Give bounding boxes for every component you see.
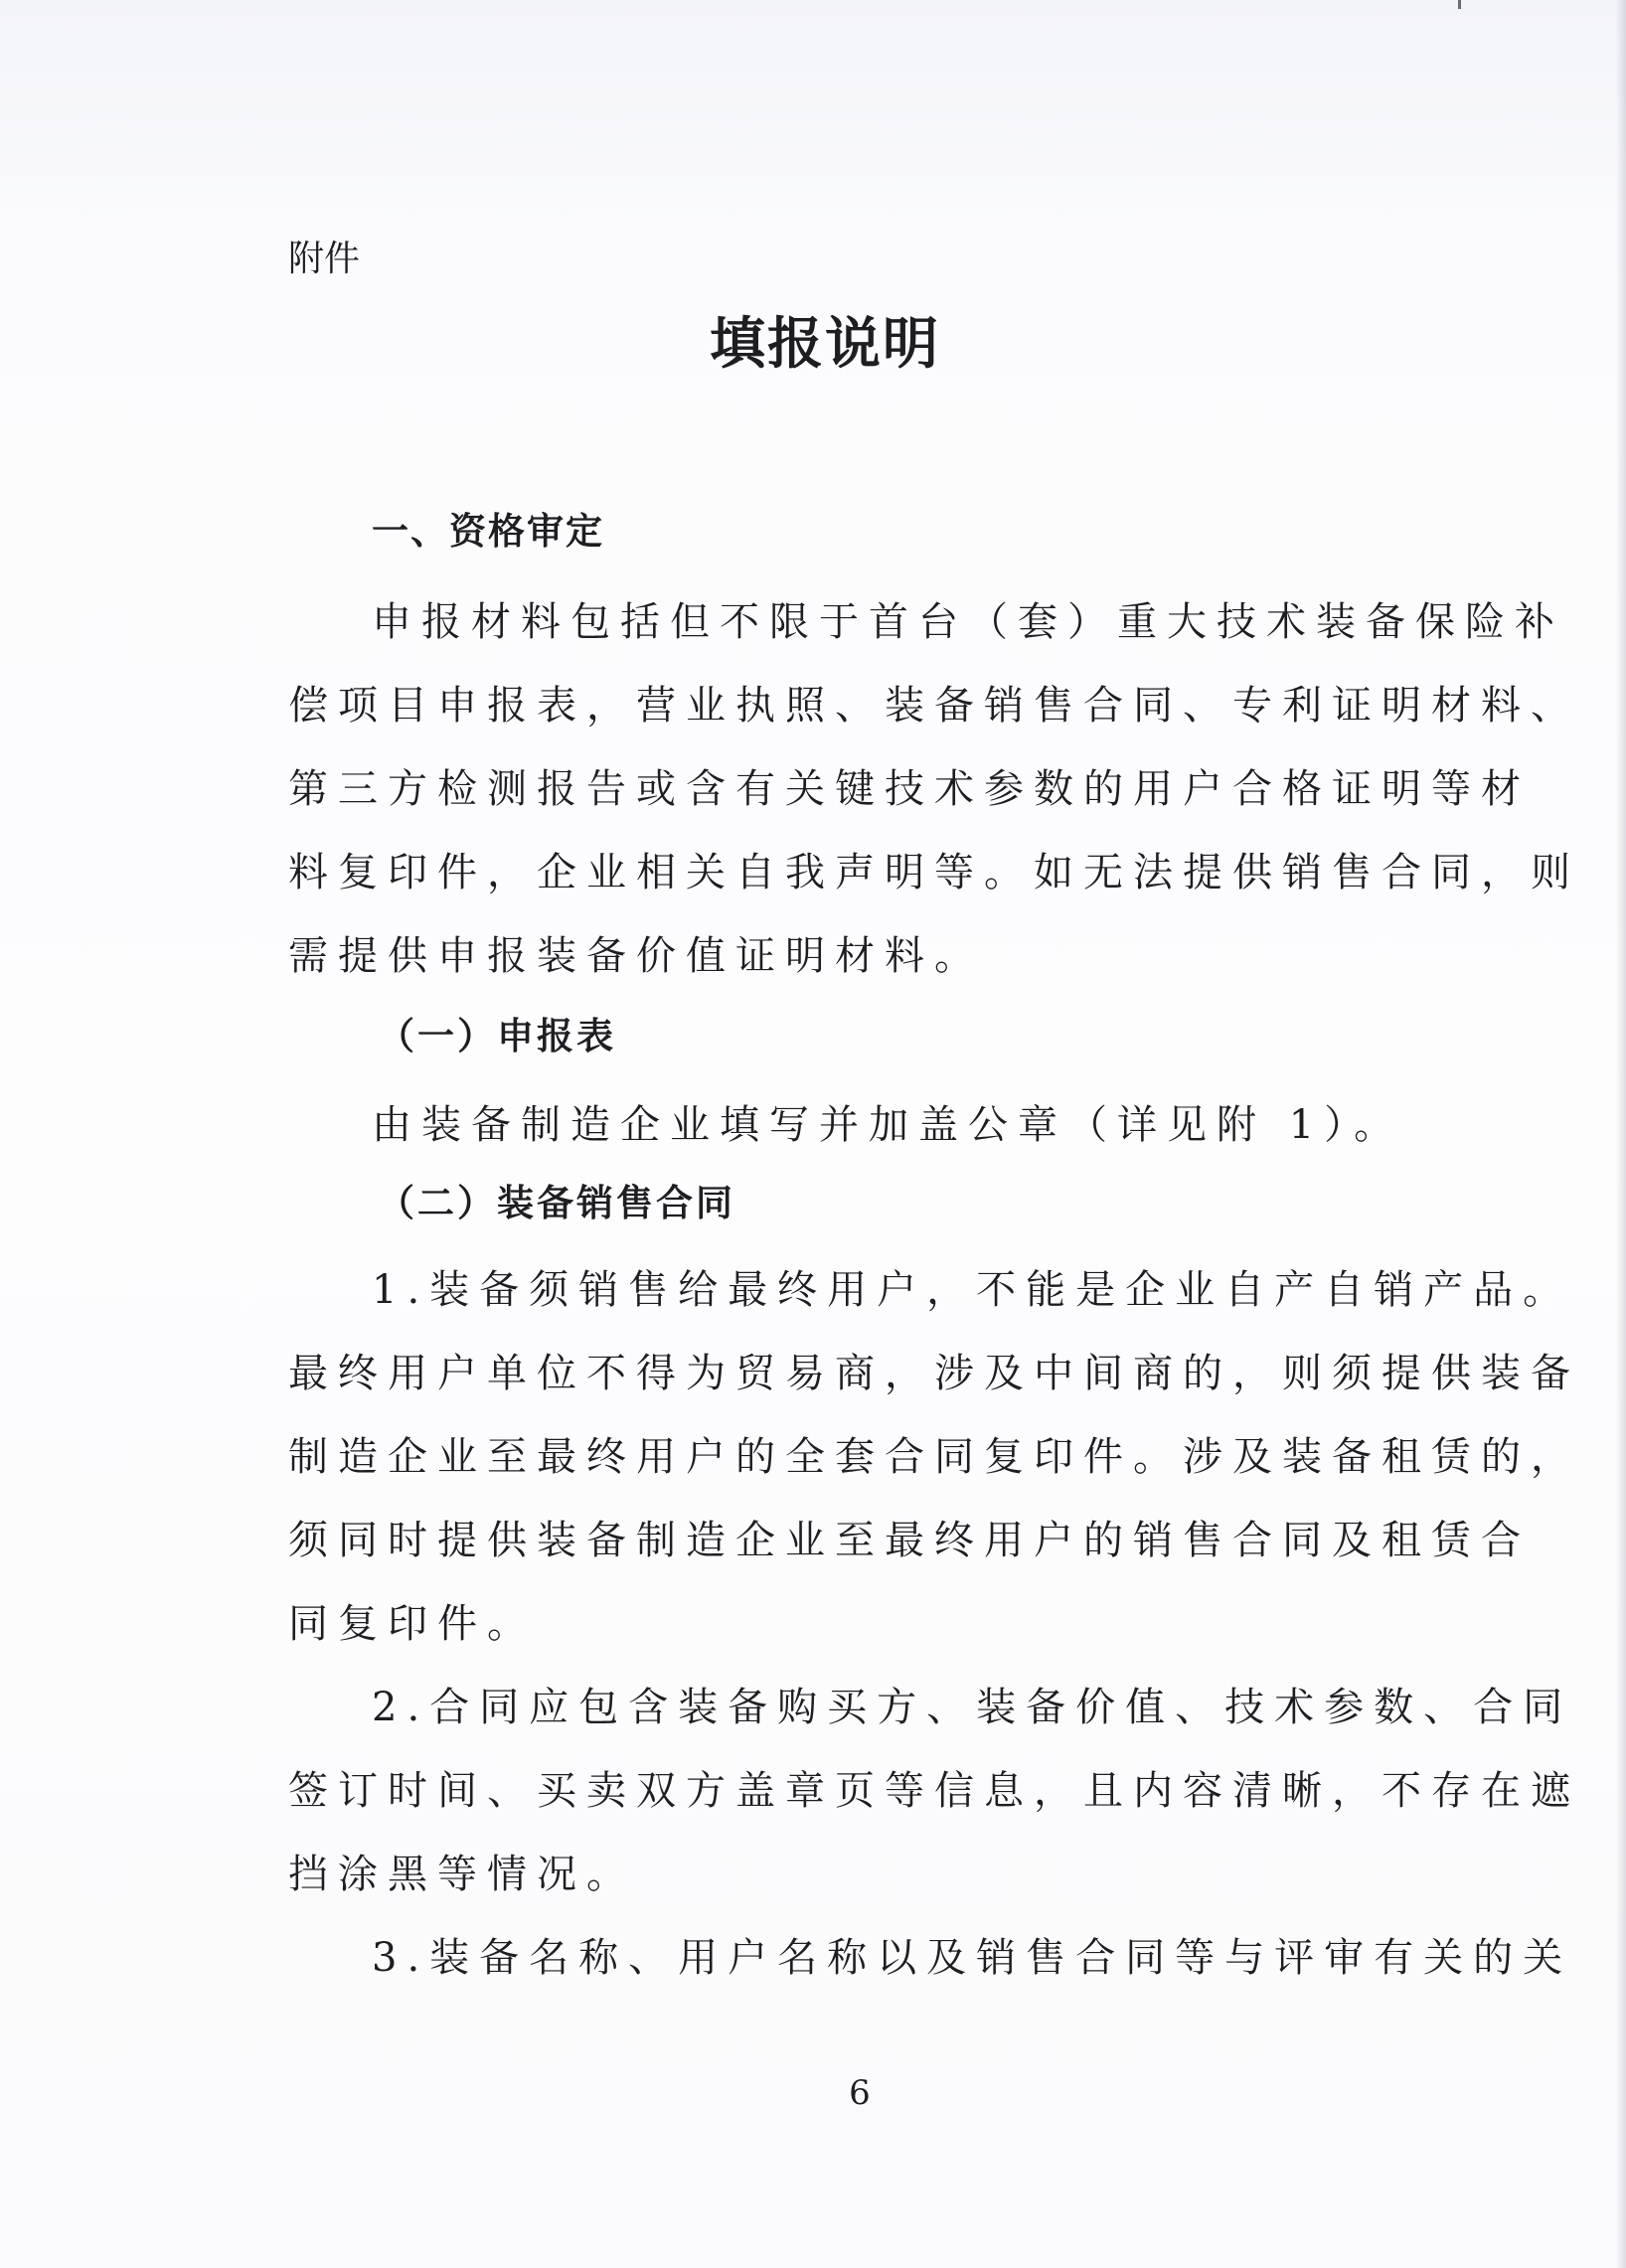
- paragraph-line: 偿项目申报表，营业执照、装备销售合同、专利证明材料、: [288, 683, 1580, 729]
- paragraph-line: 申报材料包括但不限于首台（套）重大技术装备保险补: [372, 599, 1564, 645]
- paragraph-line: 挡涂黑等情况。: [288, 1852, 636, 1897]
- paragraph-line: 第三方检测报告或含有关键技术参数的用户合格证明等材: [288, 766, 1531, 812]
- subsection-heading-sales-contract: （二）装备销售合同: [378, 1182, 735, 1224]
- page-title: 填报说明: [710, 311, 940, 377]
- paragraph-line: 同复印件。: [288, 1601, 537, 1647]
- paragraph-line: 由装备制造企业填写并加盖公章（详见附 1）。: [372, 1102, 1404, 1148]
- attachment-label: 附件: [288, 239, 361, 279]
- subsection-heading-application-form: （一）申报表: [378, 1015, 616, 1057]
- section-heading-qualification: 一、资格审定: [372, 510, 604, 553]
- paragraph-line: 料复印件，企业相关自我声明等。如无法提供销售合同，则: [288, 850, 1580, 895]
- page-number: 6: [849, 2073, 871, 2113]
- scan-mark: [1458, 0, 1461, 9]
- paragraph-line: 制造企业至最终用户的全套合同复印件。涉及装备租赁的，: [288, 1434, 1580, 1480]
- paragraph-line: 需提供申报装备价值证明材料。: [288, 933, 984, 979]
- paragraph-line: 2.合同应包含装备购买方、装备价值、技术参数、合同: [372, 1685, 1573, 1730]
- paragraph-line: 须同时提供装备制造企业至最终用户的销售合同及租赁合: [288, 1518, 1531, 1563]
- paragraph-line: 最终用户单位不得为贸易商，涉及中间商的，则须提供装备: [288, 1351, 1580, 1396]
- paragraph-line: 1.装备须销售给最终用户，不能是企业自产自销产品。: [372, 1267, 1573, 1313]
- paragraph-line: 签订时间、买卖双方盖章页等信息，且内容清晰，不存在遮: [288, 1768, 1580, 1814]
- paragraph-line: 3.装备名称、用户名称以及销售合同等与评审有关的关: [372, 1935, 1573, 1981]
